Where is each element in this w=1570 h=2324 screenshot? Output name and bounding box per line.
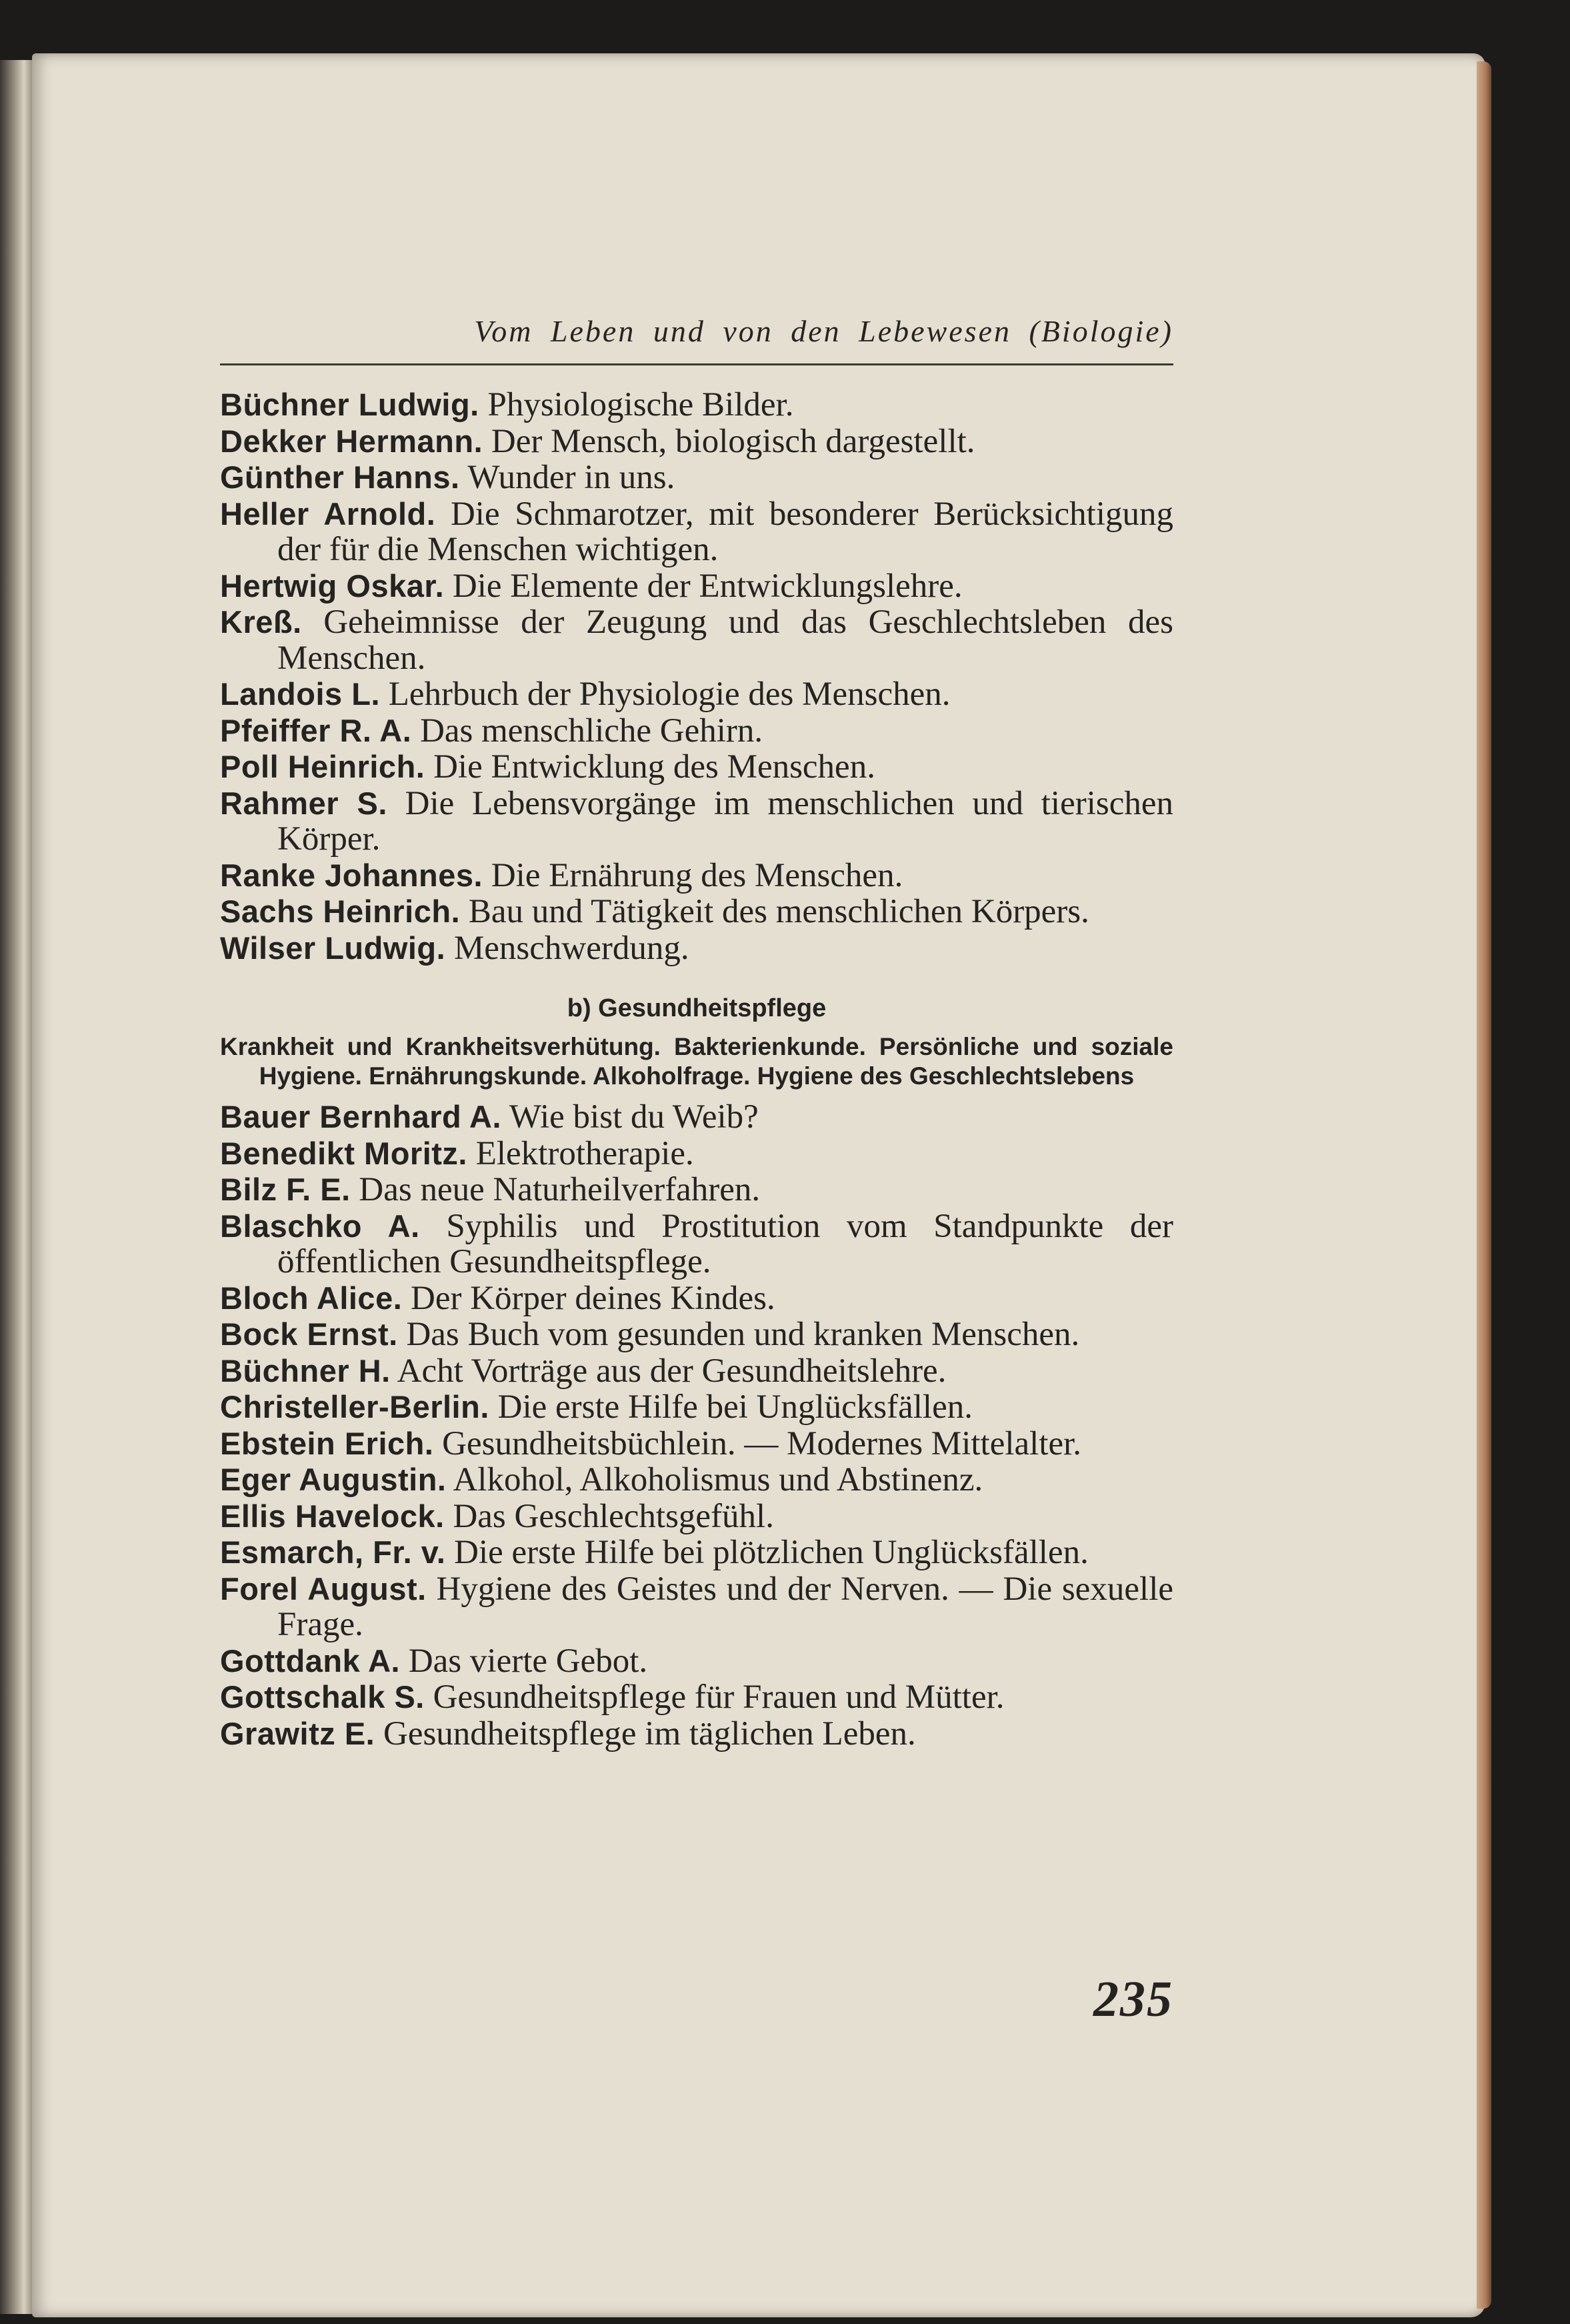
bibliography-entry [220, 387, 1173, 423]
entry-author: Büchner H. [220, 1352, 391, 1388]
entry-author: Forel August. [220, 1570, 427, 1606]
entry-title: Der Körper deines Kindes. [411, 1279, 775, 1317]
bibliography-entry [220, 858, 1173, 894]
entry-author: Gottschalk S. [220, 1679, 425, 1714]
entry-author: Poll Heinrich. [220, 749, 425, 784]
bibliography-entry [220, 1534, 1173, 1571]
entry-author: Ranke Johannes. [220, 857, 483, 893]
entry-title: Gesundheitspflege im täglichen Leben. [383, 1714, 916, 1753]
entry-title: Das neue Naturheilverfahren. [359, 1171, 761, 1208]
entry-author: Hertwig Oskar. [220, 567, 445, 604]
entry-author: Bauer Bernhard A. [220, 1099, 502, 1134]
entry-title: Die Entwicklung des Menschen. [433, 748, 875, 786]
page-content [220, 387, 1173, 1752]
entry-author: Esmarch, Fr. v. [220, 1534, 446, 1570]
entry-author: Benedikt Moritz. [220, 1135, 467, 1171]
entry-title: Die Elemente der Entwicklungslehre. [452, 567, 963, 605]
header-rule [220, 363, 1173, 365]
entry-title: Die Lebensvorgänge im menschlichen und tierischen Körper. [277, 784, 1173, 858]
entry-title: Die erste Hilfe bei plötzlichen Unglücksfällen. [454, 1534, 1089, 1571]
entry-title: Das Buch vom gesunden und kranken Menschen. [406, 1316, 1080, 1353]
bibliography-entry [220, 496, 1173, 568]
entry-author: Heller Arnold. [220, 495, 436, 531]
page-edge-right [1477, 61, 1491, 2309]
entry-title: Die Schmarotzer, mit besonderer Berücksichtigung der für die Menschen wichtigen. [277, 495, 1174, 568]
entry-title: Geheimnisse der Zeugung und das Geschlechtsleben des Menschen. [277, 604, 1174, 677]
bibliography-entry [220, 1099, 1173, 1136]
entry-author: Gottdank A. [220, 1642, 401, 1678]
bibliography-entry [220, 676, 1173, 713]
bibliography-entry [220, 1679, 1173, 1716]
entry-author: Grawitz E. [220, 1715, 375, 1751]
entry-title: Lehrbuch der Physiologie des Menschen. [388, 676, 951, 713]
entry-title: Menschwerdung. [453, 929, 689, 967]
previous-page-edge [0, 60, 32, 2314]
entry-title: Elektrotherapie. [475, 1134, 694, 1172]
entry-title: Die Ernährung des Menschen. [491, 856, 903, 894]
bibliography-entry [220, 568, 1173, 605]
entry-author: Sachs Heinrich. [220, 894, 461, 929]
bibliography-entry [220, 1353, 1173, 1390]
section-subtitle: Krankheit und Krankheitsverhütung. Bakterienkunde. Persönliche und soziale Hygiene. Ernährungskunde. Alkoholfrage. Hygiene des Geschlechtslebens [220, 1033, 1173, 1090]
entry-author: Pfeiffer R. A. [220, 712, 412, 748]
bibliography-entry [220, 749, 1173, 786]
page-number: 235 [1093, 1971, 1173, 2027]
bibliography-entry [220, 1643, 1173, 1680]
section-a-list [220, 387, 1173, 966]
bibliography-entry [220, 1389, 1173, 1426]
entry-title: Der Mensch, biologisch dargestellt. [491, 422, 975, 460]
entry-title: Syphilis und Prostitution vom Standpunkte der öffentlichen Gesundheitspflege. [277, 1207, 1173, 1280]
bibliography-entry [220, 1316, 1173, 1353]
entry-title: Das vierte Gebot. [408, 1642, 648, 1680]
entry-author: Eger Augustin. [220, 1462, 447, 1497]
entry-title: Gesundheitsbüchlein. — Modernes Mittelalter. [442, 1424, 1082, 1462]
bibliography-entry [220, 894, 1173, 930]
entry-title: Das menschliche Gehirn. [420, 712, 763, 750]
bibliography-entry [220, 1571, 1173, 1643]
entry-author: Ellis Havelock. [220, 1498, 445, 1534]
entry-title: Physiologische Bilder. [487, 386, 794, 423]
section-heading: b) Gesundheitspflege [567, 994, 827, 1022]
entry-title: Alkohol, Alkoholismus und Abstinenz. [453, 1461, 983, 1498]
entry-author: Kreß. [220, 604, 302, 640]
bibliography-entry [220, 1716, 1173, 1753]
entry-title: Acht Vorträge aus der Gesundheitslehre. [397, 1352, 947, 1390]
bibliography-entry [220, 604, 1173, 676]
bibliography-entry [220, 1280, 1173, 1317]
entry-author: Günther Hanns. [220, 459, 460, 495]
entry-title: Die erste Hilfe bei Unglücksfällen. [497, 1388, 973, 1426]
entry-author: Bock Ernst. [220, 1316, 398, 1352]
entry-title: Gesundheitspflege für Frauen und Mütter. [433, 1678, 1005, 1716]
entry-author: Büchner Ludwig. [220, 387, 479, 422]
running-head: Vom Leben und von den Lebewesen (Biologie) [474, 314, 1173, 348]
entry-author: Christeller-Berlin. [220, 1389, 489, 1424]
entry-title: Wunder in uns. [467, 459, 675, 496]
bibliography-entry [220, 1498, 1173, 1535]
entry-title: Bau und Tätigkeit des menschlichen Körpers. [468, 893, 1089, 930]
section-b-list [220, 1099, 1173, 1752]
bibliography-entry [220, 1208, 1173, 1280]
bibliography-entry [220, 1172, 1173, 1208]
bibliography-entry [220, 930, 1173, 967]
entry-author: Wilser Ludwig. [220, 930, 446, 966]
bibliography-entry [220, 1426, 1173, 1462]
entry-title: Wie bist du Weib? [509, 1098, 759, 1136]
bibliography-entry [220, 713, 1173, 750]
bibliography-entry [220, 786, 1173, 858]
bibliography-entry [220, 1462, 1173, 1498]
bibliography-entry [220, 423, 1173, 460]
entry-author: Ebstein Erich. [220, 1425, 434, 1461]
entry-title: Das Geschlechtsgefühl. [453, 1497, 774, 1535]
entry-author: Bloch Alice. [220, 1280, 403, 1316]
entry-title: Hygiene des Geistes und der Nerven. — Die sexuelle Frage. [277, 1570, 1174, 1643]
bibliography-entry [220, 459, 1173, 496]
entry-author: Landois L. [220, 676, 380, 712]
bibliography-entry [220, 1136, 1173, 1172]
entry-author: Dekker Hermann. [220, 423, 483, 459]
entry-author: Rahmer S. [220, 785, 387, 821]
entry-author: Bilz F. E. [220, 1172, 351, 1207]
entry-author: Blaschko A. [220, 1208, 420, 1244]
